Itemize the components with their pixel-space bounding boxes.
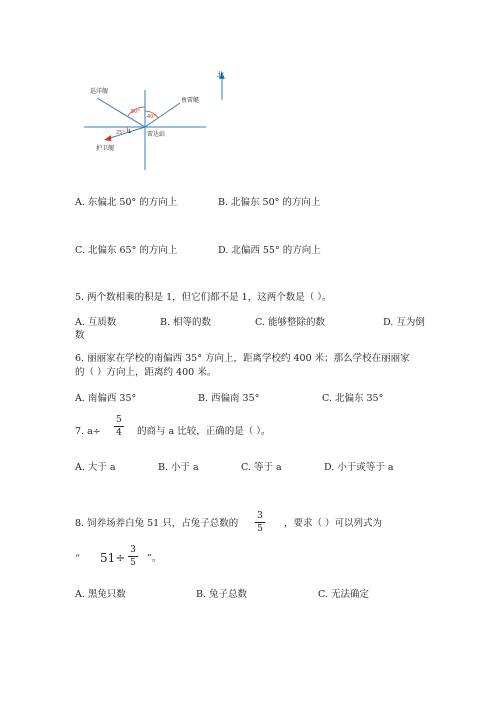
q8-expression-bar [128, 556, 138, 557]
q5-option-c[interactable]: C. 能够整除的数 [255, 317, 325, 328]
q5-option-d-wrap: 数 [75, 330, 85, 341]
q7-option-c[interactable]: C. 等于 a [241, 462, 282, 473]
q6-question-line1: 6. 丽丽家在学校的南偏西 35° 方向上，距离学校约 400 米；那么学校在丽丽家 [75, 353, 410, 364]
q4-option-d[interactable]: D. 北偏西 55° 的方向上 [218, 245, 321, 256]
q8-expression: 51÷ [100, 551, 126, 565]
q4-option-b[interactable]: B. 北偏东 50° 的方向上 [218, 197, 321, 208]
q7-fraction-numerator: 5 [116, 415, 122, 425]
q6-option-c[interactable]: C. 北偏东 35° [322, 393, 384, 404]
q5-question: 5. 两个数相乘的积是 1，但它们都不是 1，这两个数是（ ）。 [75, 292, 332, 303]
q7-suffix: 的商与 a 比较，正确的是（ ）。 [137, 426, 271, 437]
q5-option-d[interactable]: D. 互为倒 [383, 317, 425, 328]
q8-fraction-bar [255, 522, 265, 523]
angle-50-label: 50° [131, 109, 140, 115]
mark-1-label: 1 [128, 129, 132, 135]
q7-option-a[interactable]: A. 大于 a [75, 462, 116, 473]
q8-expression-fraction [127, 545, 139, 568]
q5-option-b[interactable]: B. 相等的数 [160, 317, 212, 328]
q8-option-b[interactable]: B. 兔子总数 [196, 589, 248, 600]
q8-fraction-denominator: 5 [257, 524, 263, 534]
q8-option-a[interactable]: A. 黑兔只数 [75, 589, 126, 600]
q7-prefix: 7. a÷ [75, 426, 101, 437]
q8-prefix: 8. 饲养场养白兔 51 只，占兔子总数的 [75, 518, 239, 529]
q8-expression-denominator: 5 [130, 558, 136, 568]
north-label: 北 [217, 71, 224, 79]
arrow-head-escort [104, 135, 111, 141]
torpedo-boat-label: 鱼雷艇 [181, 97, 200, 104]
q8-quote-open: “ [75, 553, 80, 564]
q7-option-d[interactable]: D. 小于或等于 a [324, 462, 394, 473]
ray-escort-ship [107, 127, 145, 139]
q8-quote-close: ”。 [147, 553, 162, 564]
q8-fraction [254, 511, 266, 534]
angle-25-label: 25° [116, 130, 125, 136]
q8-fraction-numerator: 3 [257, 511, 263, 521]
q4-option-c[interactable]: C. 北偏东 65° 的方向上 [75, 245, 178, 256]
q8-option-c[interactable]: C. 无法确定 [318, 589, 369, 600]
radar-station-label: 雷达站 [147, 131, 166, 138]
q6-option-b[interactable]: B. 西偏南 35° [198, 393, 260, 404]
q7-option-b[interactable]: B. 小于 a [158, 462, 199, 473]
q8-expression-numerator: 3 [130, 545, 136, 555]
q6-option-a[interactable]: A. 南偏西 35° [75, 393, 137, 404]
angle-40-label: 40° [147, 114, 156, 120]
q7-fraction [113, 415, 125, 438]
cruiser-label: 巡洋舰 [90, 88, 109, 95]
escort-ship-label: 护卫舰 [96, 145, 115, 152]
q8-suffix: ，要求（ ）可以列式为 [284, 518, 383, 529]
q6-question-line2: 的（ ）方向上，距离约 400 米。 [75, 367, 217, 378]
q7-fraction-bar [114, 426, 124, 427]
q7-fraction-denominator: 4 [116, 428, 122, 438]
q5-option-a[interactable]: A. 互质数 [75, 317, 117, 328]
q4-option-a[interactable]: A. 东偏北 50° 的方向上 [75, 197, 178, 208]
